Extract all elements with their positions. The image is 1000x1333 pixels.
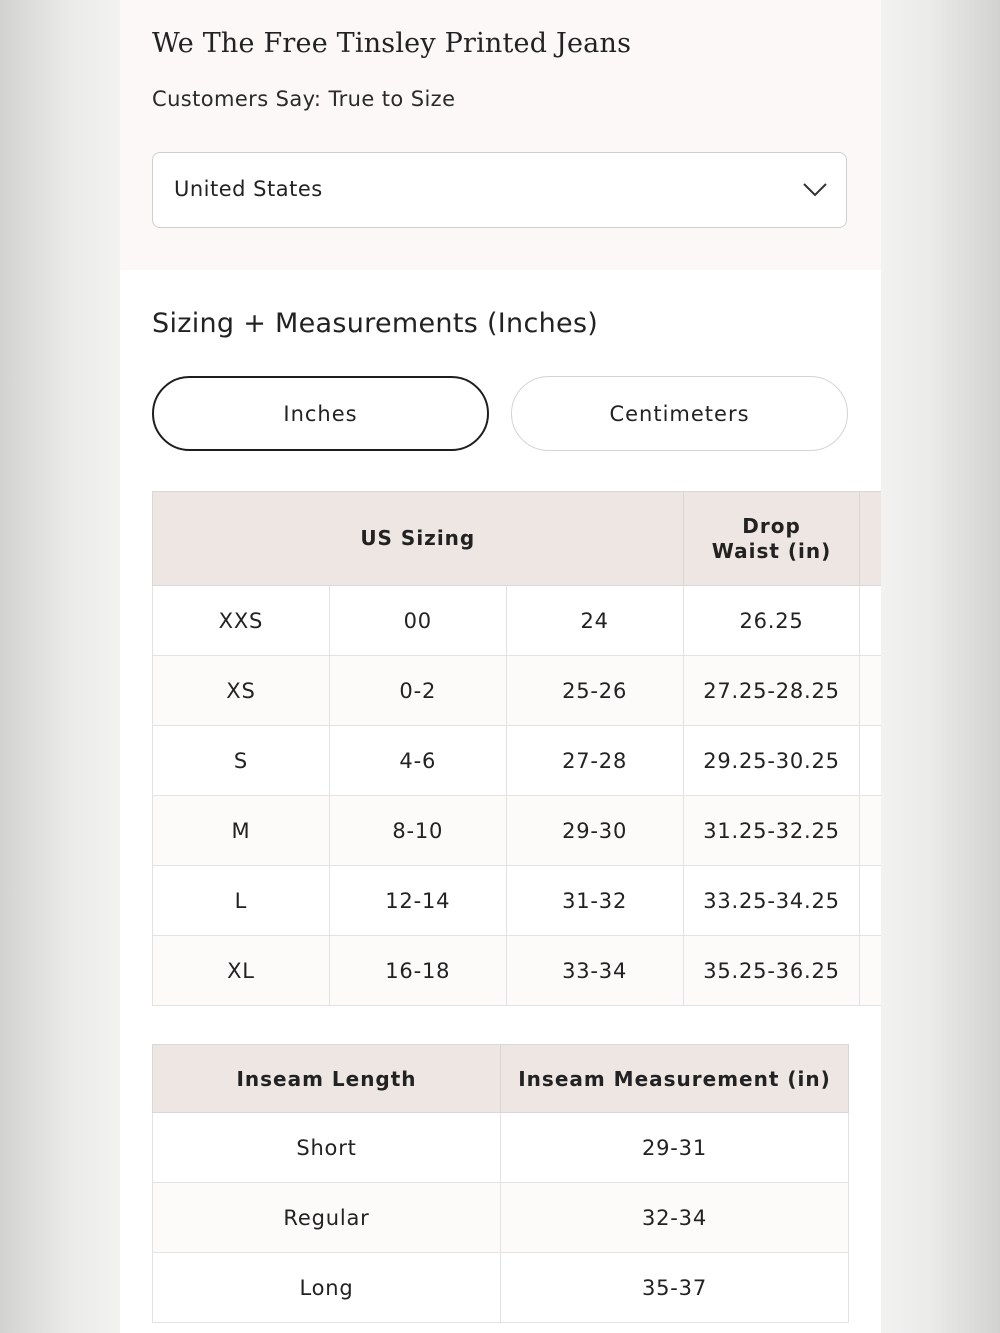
size-cell: XS (153, 656, 330, 726)
size-cell: XL (153, 936, 330, 1006)
country-select-value: United States (174, 177, 323, 201)
measurements-heading: Sizing + Measurements (Inches) (152, 308, 599, 339)
centimeters-button[interactable]: Centimeters (511, 376, 848, 451)
us-size-cell: 16-18 (329, 936, 506, 1006)
size-cell: L (153, 866, 330, 936)
drop-waist-cell: 26.25 (683, 586, 860, 656)
partial-cell (860, 656, 881, 726)
inseam-measurement-cell: 35-37 (501, 1253, 849, 1323)
drop-waist-cell: 27.25-28.25 (683, 656, 860, 726)
us-size-cell: 00 (329, 586, 506, 656)
inseam-length-cell: Short (153, 1113, 501, 1183)
size-guide-sheet (120, 0, 881, 1333)
fit-rating: Customers Say: True to Size (152, 87, 456, 111)
partial-cell (860, 586, 881, 656)
table-row (153, 1253, 849, 1323)
numeric-size-cell: 33-34 (506, 936, 683, 1006)
table-row (153, 586, 882, 656)
product-panel (120, 0, 881, 270)
drop-waist-cell: 33.25-34.25 (683, 866, 860, 936)
size-table-header-row (153, 492, 882, 586)
partial-cell (860, 866, 881, 936)
size-cell: XXS (153, 586, 330, 656)
inseam-measurement-cell: 29-31 (501, 1113, 849, 1183)
us-size-cell: 12-14 (329, 866, 506, 936)
inseam-table (152, 1044, 849, 1323)
inches-button[interactable]: Inches (152, 376, 489, 451)
size-cell: S (153, 726, 330, 796)
table-row (153, 656, 882, 726)
us-sizing-header: US Sizing (153, 492, 684, 586)
table-row (153, 796, 882, 866)
partial-column-header (860, 492, 881, 586)
drop-waist-cell: 31.25-32.25 (683, 796, 860, 866)
size-table (152, 491, 881, 1006)
numeric-size-cell: 25-26 (506, 656, 683, 726)
table-row (153, 726, 882, 796)
partial-cell (860, 796, 881, 866)
drop-waist-cell: 29.25-30.25 (683, 726, 860, 796)
drop-waist-cell: 35.25-36.25 (683, 936, 860, 1006)
inseam-length-cell: Long (153, 1253, 501, 1323)
inseam-measurement-cell: 32-34 (501, 1183, 849, 1253)
product-title: We The Free Tinsley Printed Jeans (152, 28, 632, 59)
numeric-size-cell: 31-32 (506, 866, 683, 936)
country-select[interactable] (152, 152, 847, 228)
table-row (153, 1183, 849, 1253)
table-row (153, 936, 882, 1006)
drop-waist-header-label: Drop Waist (in) (711, 513, 832, 563)
chevron-down-icon (802, 179, 828, 199)
table-row (153, 1113, 849, 1183)
inseam-measurement-header: Inseam Measurement (in) (501, 1045, 849, 1113)
numeric-size-cell: 27-28 (506, 726, 683, 796)
partial-cell (860, 936, 881, 1006)
inseam-length-header: Inseam Length (153, 1045, 501, 1113)
inseam-table-header-row (153, 1045, 849, 1113)
size-cell: M (153, 796, 330, 866)
us-size-cell: 4-6 (329, 726, 506, 796)
us-size-cell: 0-2 (329, 656, 506, 726)
us-size-cell: 8-10 (329, 796, 506, 866)
partial-cell (860, 726, 881, 796)
numeric-size-cell: 24 (506, 586, 683, 656)
drop-waist-header (683, 492, 860, 586)
numeric-size-cell: 29-30 (506, 796, 683, 866)
table-row (153, 866, 882, 936)
inseam-length-cell: Regular (153, 1183, 501, 1253)
